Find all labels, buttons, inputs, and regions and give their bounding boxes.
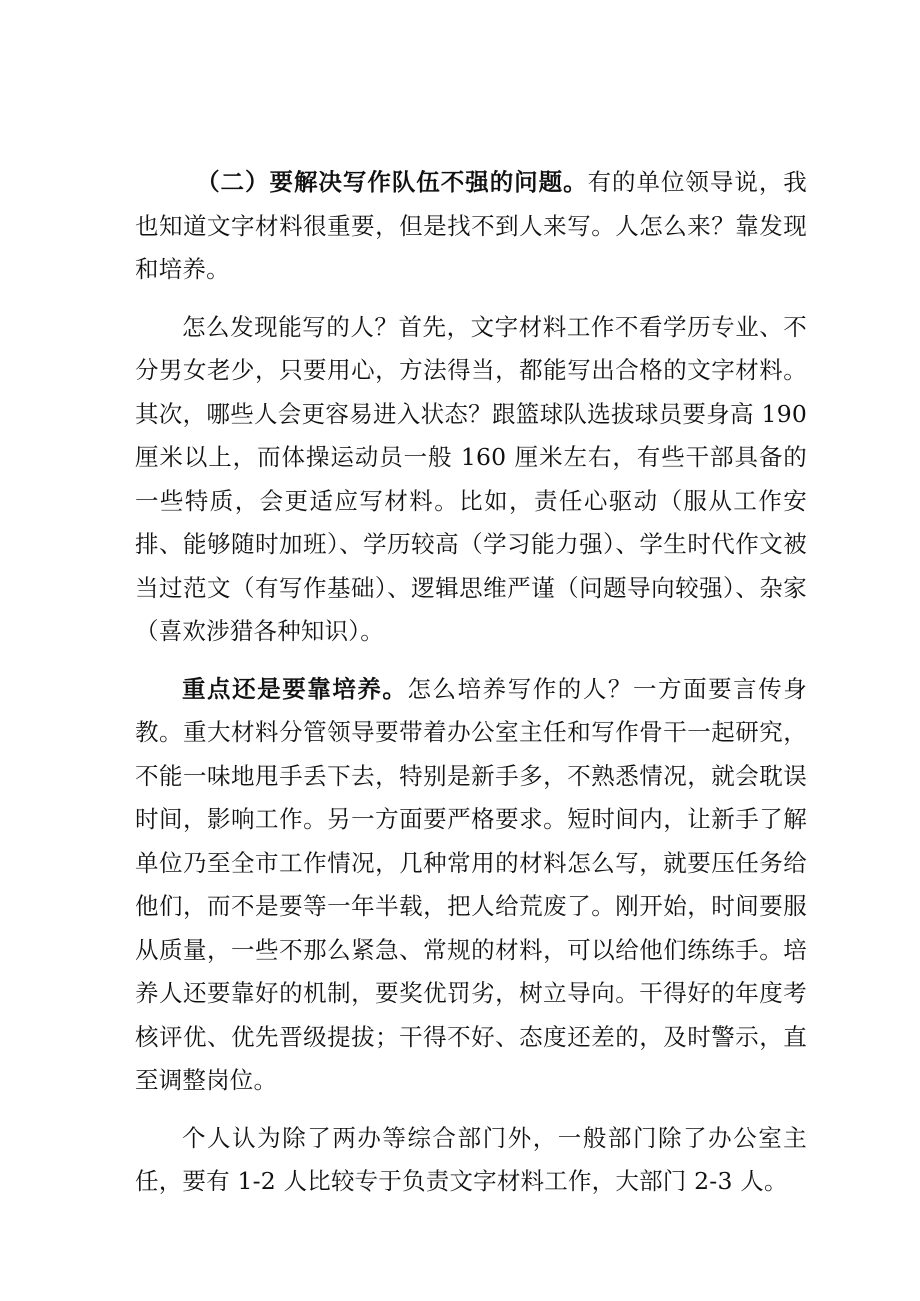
paragraph-writing-team bbox=[135, 161, 807, 292]
paragraph-text: 个人认为除了两办等综合部门外，一般部门除了办公室主任，要有 1-2 人比较专于负责文字材料工作，大部门 2-3 人。 bbox=[135, 1123, 807, 1195]
paragraph-staffing bbox=[135, 1117, 807, 1204]
paragraph-discover-writers bbox=[135, 306, 807, 654]
paragraph-text: 怎么发现能写的人？首先，文字材料工作不看学历专业、不分男女老少，只要用心，方法得当，都能写出合格的文字材料。其次，哪些人会更容易进入状态？跟篮球队选拔球员要身高 190 厘米以上，而体操运动员一般 160 厘米左右，有些干部具备的一些特质，会更适应写材料。比如，责任心驱动（服从工作安排、能够随时加班）、学历较高（学习能力强）、学生时代作文被当过范文（有写作基础）、逻辑思维严谨（问题导向较强）、杂家（喜欢涉猎各种知识）。 bbox=[135, 312, 807, 645]
section-heading-training: 重点还是要靠培养。 bbox=[182, 674, 408, 703]
document-body bbox=[135, 161, 807, 1204]
paragraph-training bbox=[135, 668, 807, 1103]
section-heading-writing-team: （二）要解决写作队伍不强的问题。 bbox=[196, 168, 588, 196]
paragraph-text: 有的单位领导说，我也知道文字材料很重要，但是找不到人来写。人怎么来？靠发现和培养。 bbox=[135, 168, 807, 283]
paragraph-text: 怎么培养写作的人？一方面要言传身教。重大材料分管领导要带着办公室主任和写作骨干一起研究，不能一味地甩手丢下去，特别是新手多，不熟悉情况，就会耽误时间，影响工作。另一方面要严格要求。短时间内，让新手了解单位乃至全市工作情况，几种常用的材料怎么写，就要压任务给他们，而不是要等一年半载，把人给荒废了。刚开始，时间要服从质量，一些不那么紧急、常规的材料，可以给他们练练手。培养人还要靠好的机制，要奖优罚劣，树立导向。干得好的年度考核评优、优先晋级提拔；干得不好、态度还差的，及时警示，直至调整岗位。 bbox=[135, 674, 807, 1094]
